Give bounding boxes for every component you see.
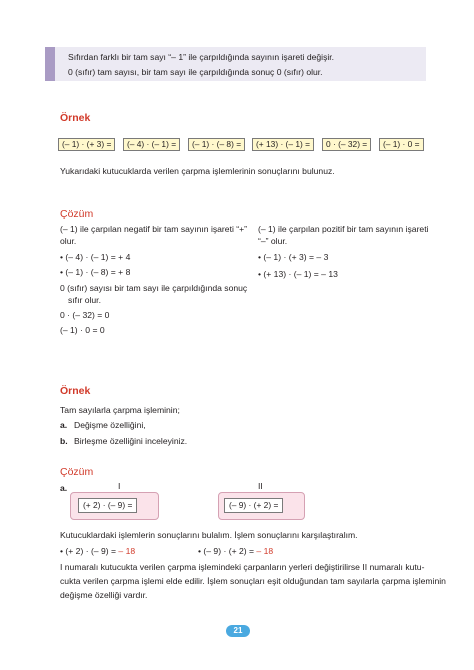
result-2-expression: • (– 9) · (+ 2) =	[198, 546, 257, 556]
solution-2-paragraph-line-2: cukta verilen çarpma işlemi elde edilir. İşlem sonuçları eşit olduğundan tam sayılarla çarpma işleminin	[60, 576, 446, 586]
product-box-I-expression: (+ 2) · (– 9) =	[78, 498, 137, 513]
rule-line-1: Sıfırdan farklı bir tam sayı “– 1” ile çarpıldığında sayının işareti değişir.	[68, 52, 335, 62]
rule-line-2: 0 (sıfır) tam sayısı, bir tam sayı ile çarpıldığında sonuç 0 (sıfır) olur.	[68, 67, 323, 77]
solution-2-paragraph-line-1: I numaralı kutucukta verilen çarpma işlemindeki çarpanların yerleri değiştirilirse II numaralı kutu-	[60, 562, 425, 572]
product-box-I	[70, 492, 159, 520]
product-box-II-expression: (– 9) · (+ 2) =	[224, 498, 283, 513]
example-1-box-5: 0 · (– 32) =	[322, 138, 371, 151]
result-2-value: – 18	[256, 546, 274, 556]
box-label-I: I	[118, 481, 121, 491]
solution-1-right-text-2: “–” olur.	[258, 236, 288, 246]
result-1-value: – 18	[118, 546, 136, 556]
example-1-instruction: Yukarıdaki kutucuklarda verilen çarpma işlemlerinin sonuçlarını bulunuz.	[60, 166, 335, 176]
solution-2-text-1: Kutucuklardaki işlemlerin sonuçlarını bulalım. İşlem sonuçlarını karşılaştıralım.	[60, 530, 358, 540]
example-2-prompt: Tam sayılarla çarpma işleminin;	[60, 405, 180, 415]
solution-2-result-1	[60, 546, 135, 557]
example-1-box-2: (– 4) · (– 1) =	[123, 138, 180, 151]
solution-2-a-label: a.	[60, 483, 68, 493]
example-2-b-text: Birleşme özelliğini inceleyiniz.	[74, 436, 188, 446]
example-1-box-6: (– 1) · 0 =	[379, 138, 424, 151]
solution-1-right-item-2: • (+ 13) · (– 1) = – 13	[258, 269, 338, 279]
solution-1-left-text-1: (– 1) ile çarpılan negatif bir tam sayının işareti “+”	[60, 224, 247, 234]
example-2-heading: Örnek	[60, 385, 91, 397]
rule-accent-bar	[45, 47, 55, 81]
solution-1-left-item-3: 0 · (– 32) = 0	[60, 310, 110, 320]
solution-1-left-item-2: • (– 1) · (– 8) = + 8	[60, 267, 131, 277]
example-1-box-3: (– 1) · (– 8) =	[188, 138, 245, 151]
solution-1-left-item-4: (– 1) · 0 = 0	[60, 325, 105, 335]
solution-2-paragraph-line-3: değişme özelliği vardır.	[60, 590, 148, 600]
result-1-expression: • (+ 2) · (– 9) =	[60, 546, 119, 556]
solution-1-left-text-4: sıfır olur.	[68, 295, 101, 305]
example-2-a-text: Değişme özelliğini,	[74, 420, 146, 430]
solution-2-result-2	[198, 546, 273, 557]
solution-1-left-text-2: olur.	[60, 236, 77, 246]
solution-1-left-item-1: • (– 4) · (– 1) = + 4	[60, 252, 131, 262]
solution-1-left-text-3: 0 (sıfır) sayısı bir tam sayı ile çarpıldığında sonuç	[60, 283, 248, 293]
example-1-heading: Örnek	[60, 112, 91, 124]
solution-1-right-text-1: (– 1) ile çarpılan pozitif bir tam sayının işareti	[258, 224, 429, 234]
box-label-II: II	[258, 481, 263, 491]
page-number-badge: 21	[226, 625, 250, 637]
example-2-b-label: b.	[60, 436, 68, 446]
example-2-a-label: a.	[60, 420, 68, 430]
product-box-II	[218, 492, 305, 520]
example-1-box-4: (+ 13) · (– 1) =	[252, 138, 314, 151]
solution-1-right-item-1: • (– 1) · (+ 3) = – 3	[258, 252, 329, 262]
example-1-box-1: (– 1) · (+ 3) =	[58, 138, 115, 151]
solution-1-heading: Çözüm	[60, 208, 94, 220]
solution-2-heading: Çözüm	[60, 466, 94, 478]
